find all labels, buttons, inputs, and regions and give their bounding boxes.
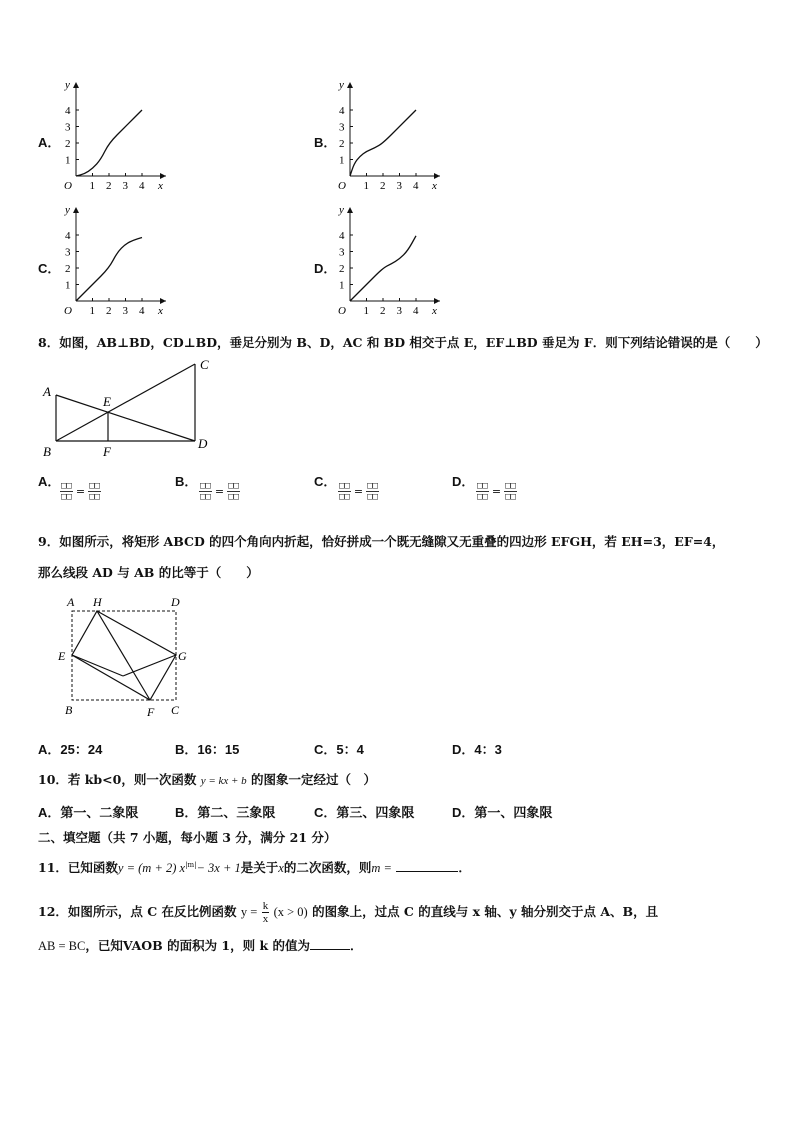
y-arrow [73,82,79,88]
q10-text: 10．若 kb<0，则一次函数 y = kx + b 的图象一定经过（ ） [38,772,377,787]
x-tick-label: 3 [122,305,128,317]
x-tick-label: 1 [363,180,369,192]
x-tick-label: 1 [89,305,95,317]
q9-option-c: C．5：4 [314,742,364,757]
q9-figure [50,592,200,722]
graph-c [62,203,187,321]
q9-point-d: D [171,595,180,609]
origin-label: O [64,180,72,192]
y-tick-label: 3 [339,246,345,259]
y-tick-label: 4 [65,230,71,242]
x-axis-label: x [158,305,163,317]
x-arrow [160,173,166,179]
q9-option-d: D．4：3 [452,742,502,757]
y-arrow [347,82,353,88]
x-tick-label: 3 [396,305,402,317]
q8-option-d-fraction: $\frac{□□}{□□}$ = $\frac{□□}{□□}$ [477,481,516,502]
q10-option-b: B．第二、三象限 [175,805,276,820]
x-arrow [434,298,440,304]
q9-option-a: A．25：24 [38,742,103,757]
x-tick-label: 3 [396,180,402,192]
y-tick-label: 1 [339,279,345,292]
y-tick-label: 2 [339,138,345,150]
x-arrow [160,298,166,304]
y-tick-label: 4 [65,105,71,117]
q8-point-b: B [43,444,51,458]
origin-label: O [64,305,72,317]
q9-line1: 9．如图所示，将矩形 ABCD 的四个角向内折起，恰好拼成一个既无缝隙又无重叠的四边形 EFGH，若 EH=3，EF=4， [38,534,725,549]
q12-answer-blank[interactable] [310,949,350,950]
q8-point-f: F [103,444,111,458]
x-arrow [434,173,440,179]
x-tick-label: 3 [122,180,128,192]
q9-point-a: A [67,595,75,609]
y-tick-label: 3 [65,246,71,259]
y-tick-label: 4 [339,230,345,242]
y-axis-label: y [339,79,344,91]
q9-point-h: H [93,595,102,609]
q12-line2: AB = BC，已知VAOB 的面积为 1，则 k 的值为 ． [38,938,363,953]
q8-point-a: A [43,384,51,399]
q11-text: 11．已知函数y = (m + 2) $x^{|m|}- 3x + 1$是关于x的二次函数，则m = ． [38,860,471,875]
q8-option-b-fraction: $\frac{□□}{□□}$ = $\frac{□□}{□□}$ [200,481,239,502]
x-tick-label: 4 [139,305,145,317]
y-axis-label: y [339,204,344,216]
function-curve [350,110,416,176]
x-axis-label: x [432,180,437,192]
q9-point-c: C [171,703,180,717]
q9-option-b: B．16：15 [175,742,240,757]
function-curve [350,236,416,301]
origin-label: O [338,180,346,192]
y-tick-label: 1 [339,154,345,167]
q8-option-c-fraction: $\frac{□□}{□□}$ = $\frac{□□}{□□}$ [339,481,378,502]
x-tick-label: 4 [413,180,419,192]
y-axis-label: y [65,79,70,91]
x-tick-label: 2 [106,180,112,192]
x-axis-label: x [432,305,437,317]
q9-point-f: F [147,705,155,719]
function-curve [76,110,142,176]
y-tick-label: 2 [65,263,71,275]
option-b-label: B． [314,135,337,150]
x-tick-label: 4 [413,305,419,317]
q9-line2: 那么线段 AD 与 AB 的比等于（ ） [38,565,259,580]
q10-option-d: D．第一、四象限 [452,805,553,820]
x-tick-label: 1 [363,305,369,317]
q8-point-d: D [198,436,208,451]
x-tick-label: 2 [380,305,386,317]
q8-option-b: B． [175,474,198,489]
q10-option-a: A．第一、二象限 [38,805,139,820]
q8-point-e: E [103,394,111,409]
q11-answer-blank[interactable] [396,871,458,872]
x-axis-label: x [158,180,163,192]
y-tick-label: 1 [65,279,71,292]
graph-b [336,78,461,196]
x-tick-label: 2 [380,180,386,192]
x-tick-label: 4 [139,180,145,192]
q9-point-b: B [65,703,73,717]
y-arrow [73,207,79,213]
section-2-heading: 二、填空题（共 7 小题，每小题 3 分，满分 21 分） [38,830,337,845]
q8-option-a-fraction: $\frac{□□}{□□}$ = $\frac{□□}{□□}$ [61,481,100,502]
option-a-label: A． [38,135,61,150]
y-tick-label: 2 [65,138,71,150]
y-arrow [347,207,353,213]
graph-a [62,78,187,196]
q9-point-g: G [178,649,187,663]
q8-option-c: C． [314,474,337,489]
option-d-label: D． [314,261,337,276]
option-c-label: C． [38,261,61,276]
y-axis-label: y [65,204,70,216]
q8-option-d: D． [452,474,475,489]
q8-figure [40,356,220,458]
origin-label: O [338,305,346,317]
x-tick-label: 1 [89,180,95,192]
x-tick-label: 2 [106,305,112,317]
q12-line1: 12．如图所示，点 C 在反比例函数 y = $\frac{k}{x}$ (x > 0) 的图象上，过点 C 的直线与 x 轴、y 轴分别交于点 A、B，且 [38,900,659,925]
function-curve [76,237,142,301]
y-tick-label: 4 [339,105,345,117]
y-tick-label: 3 [339,121,345,134]
graph-d [336,203,461,321]
q10-option-c: C．第三、四象限 [314,805,415,820]
y-tick-label: 2 [339,263,345,275]
y-tick-label: 1 [65,154,71,167]
y-tick-label: 3 [65,121,71,134]
q8-point-c: C [200,357,209,372]
q9-point-e: E [58,649,66,663]
q8-option-a: A． [38,474,61,489]
q8-text: 8．如图，AB⊥BD，CD⊥BD，垂足分别为 B、D，AC 和 BD 相交于点 E，EF⊥BD 垂足为 F．则下列结论错误的是（ ） [38,335,768,350]
